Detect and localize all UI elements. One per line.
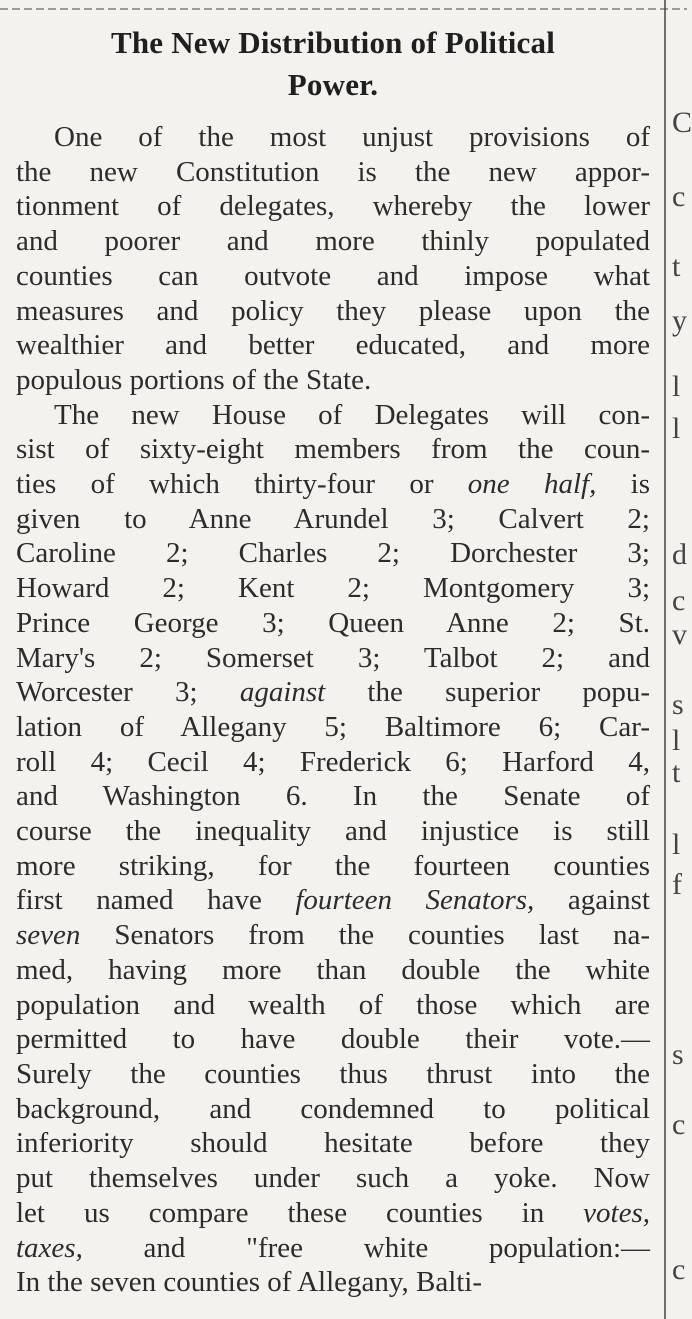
text-line: counties can outvote and impose what (16, 259, 650, 292)
fragment: t (672, 756, 681, 789)
fragment: y (672, 304, 687, 337)
fragment: l (672, 412, 681, 445)
column-rule (664, 0, 666, 1319)
fragment: s (672, 1038, 684, 1071)
fragment: f (672, 868, 682, 901)
headline-line-1: The New Distribution of Political (110, 25, 556, 60)
text-line: Mary's 2; Somerset 3; Talbot 2; and (16, 641, 650, 674)
article-body (16, 120, 650, 1300)
text-line: population and wealth of those which are (16, 988, 650, 1021)
text-line (16, 675, 650, 710)
text-run: Worcester 3; (16, 676, 240, 709)
text-line: and poorer and more thinly populated (16, 225, 650, 258)
text-run: the superior popu- (325, 676, 650, 709)
text-run: Senators from the counties last na- (80, 919, 650, 952)
text-line: In the seven counties of Allegany, Balti- (16, 1266, 483, 1299)
text-run: is (596, 468, 650, 501)
text-run: first named have (16, 884, 296, 917)
text-run: and "free white population:— (82, 1231, 650, 1264)
italic-run: one half, (467, 468, 597, 501)
text-line: measures and policy they please upon the (16, 294, 650, 327)
italic-run: votes, (583, 1196, 650, 1229)
text-line: Surely the counties thus thrust into the (16, 1057, 650, 1090)
text-run: against (534, 884, 650, 917)
fragment: c (672, 584, 686, 617)
text-line (16, 1196, 650, 1231)
text-line: the new Constitution is the new appor- (16, 155, 650, 188)
fragment: v (672, 618, 687, 651)
text-line: course the inequality and injustice is still (16, 815, 650, 848)
italic-run: fourteen Senators, (295, 884, 535, 917)
italic-run: taxes, (16, 1231, 83, 1264)
text-line (16, 883, 650, 918)
text-line: med, having more than double the white (16, 953, 650, 986)
fragment: c (672, 1253, 686, 1286)
text-line: One of the most unjust provisions of (54, 121, 650, 153)
text-line: tionment of delegates, whereby the lower (16, 190, 650, 223)
top-rule (0, 8, 687, 10)
text-run: ties of which thirty-four or (16, 468, 468, 501)
fragment: t (672, 250, 681, 283)
text-line: and Washington 6. In the Senate of (16, 780, 650, 813)
text-line: permitted to have double their vote.— (16, 1023, 650, 1056)
text-line: Caroline 2; Charles 2; Dorchester 3; (16, 537, 650, 570)
text-line: sist of sixty-eight members from the coun- (16, 433, 650, 466)
article (16, 22, 650, 1300)
text-line: wealthier and better educated, and more (16, 329, 650, 362)
text-line: background, and condemned to political (16, 1092, 650, 1125)
fragment: l (672, 828, 681, 861)
paragraph-1 (16, 120, 650, 398)
fragment: C (672, 106, 692, 139)
italic-run: against (239, 676, 326, 709)
text-line: lation of Allegany 5; Baltimore 6; Car- (16, 710, 650, 743)
adjacent-column-edge (668, 0, 692, 1319)
text-line: Prince George 3; Queen Anne 2; St. (16, 606, 650, 639)
fragment: c (672, 180, 686, 213)
text-line (16, 918, 650, 953)
headline-line-2: Power. (287, 67, 379, 102)
italic-run: seven (16, 919, 81, 952)
text-line: inferiority should hesitate before they (16, 1127, 650, 1160)
fragment: l (672, 370, 681, 403)
text-line: Howard 2; Kent 2; Montgomery 3; (16, 572, 650, 605)
paragraph-2 (16, 398, 650, 1300)
text-line: populous portions of the State. (16, 363, 372, 396)
text-line: roll 4; Cecil 4; Frederick 6; Harford 4, (16, 745, 650, 778)
text-run: let us compare these counties in (16, 1196, 584, 1229)
headline (16, 22, 650, 106)
text-line: more striking, for the fourteen counties (16, 849, 650, 882)
text-line: The new House of Delegates will con- (54, 398, 650, 431)
fragment: s (672, 688, 684, 721)
text-line: given to Anne Arundel 3; Calvert 2; (16, 502, 650, 535)
fragment: l (672, 724, 681, 757)
text-line: put themselves under such a yoke. Now (16, 1162, 650, 1195)
fragment: c (672, 1108, 686, 1141)
fragment: d (672, 538, 687, 571)
text-line (16, 467, 650, 502)
text-line (16, 1231, 650, 1266)
